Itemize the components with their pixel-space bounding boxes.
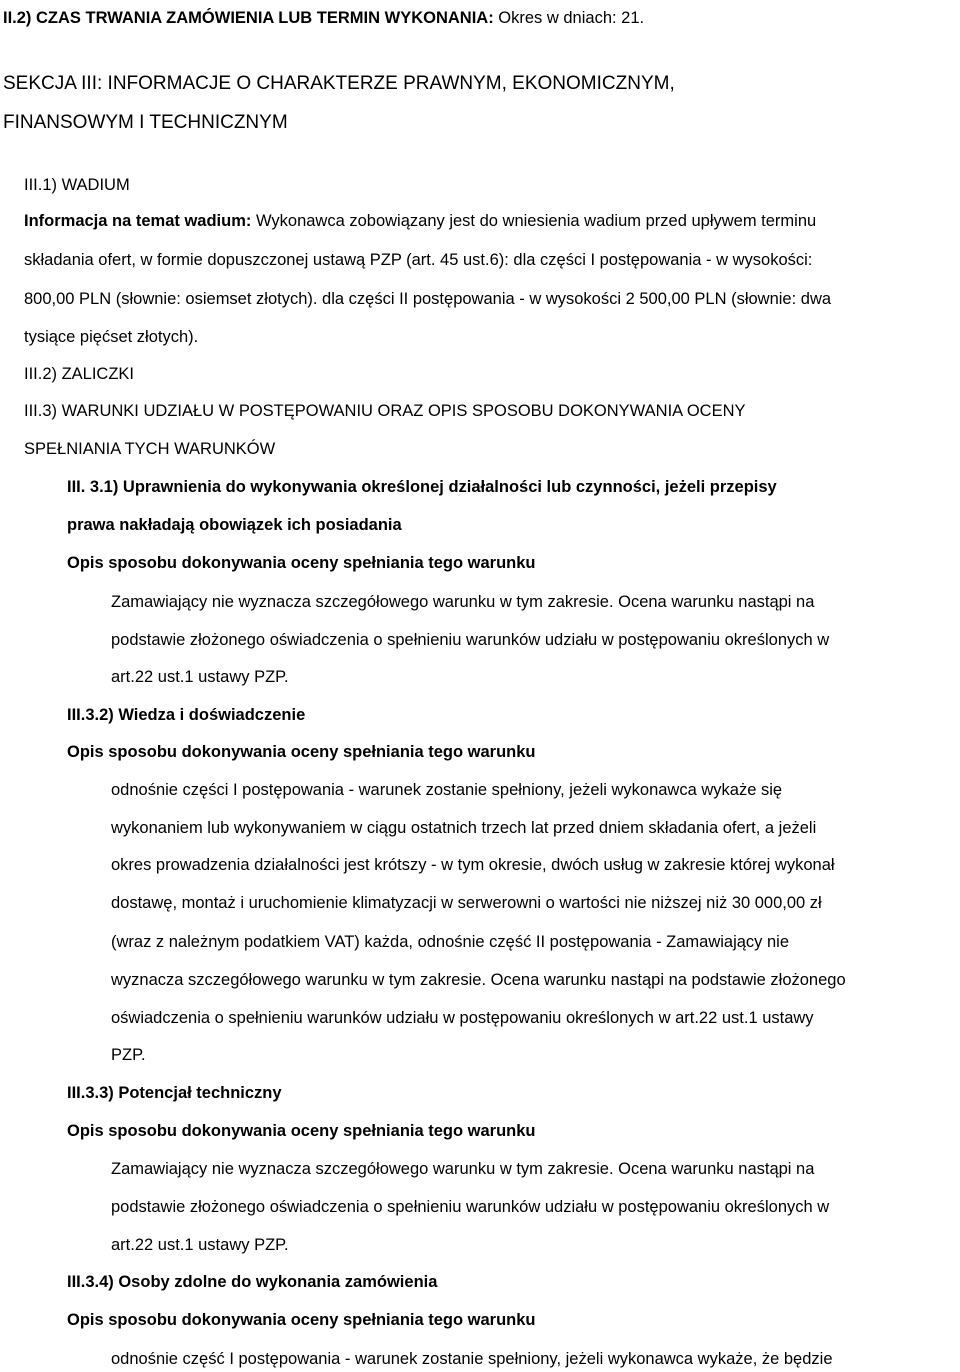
- section-2-2-value: Okres w dniach: 21.: [493, 9, 645, 27]
- section-3-3-2-heading: III.3.2) Wiedza i doświadczenie: [67, 706, 306, 724]
- section-3-3-1-line-3: art.22 ust.1 ustawy PZP.: [111, 668, 289, 686]
- section-3-3-1-opis: Opis sposobu dokonywania oceny spełniania tego warunku: [67, 554, 536, 572]
- section-3-3-2-line-3: okres prowadzenia działalności jest krótszy - w tym okresie, dwóch usług w zakresie której wykonał: [111, 856, 835, 874]
- section-3-3-3-line-3: art.22 ust.1 ustawy PZP.: [111, 1236, 289, 1254]
- section-3-3-1-heading-line-2: prawa nakładają obowiązek ich posiadania: [67, 516, 402, 534]
- section-3-3-3-opis: Opis sposobu dokonywania oceny spełniania tego warunku: [67, 1122, 536, 1140]
- section-3-3-4-heading: III.3.4) Osoby zdolne do wykonania zamówienia: [67, 1273, 438, 1291]
- section-3-3-2-line-8: PZP.: [111, 1046, 146, 1064]
- section-3-3-2-line-1: odnośnie części I postępowania - warunek zostanie spełniony, jeżeli wykonawca wykaże się: [111, 781, 783, 799]
- section-3-3-1-line-2: podstawie złożonego oświadczenia o spełnieniu warunków udziału w postępowaniu określonych w: [111, 631, 830, 649]
- section-3-1-line-2: składania ofert, w formie dopuszczonej ustawą PZP (art. 45 ust.6): dla części I postępowania - w wysokości:: [24, 251, 813, 269]
- section-2-2-line: [3, 8, 644, 28]
- wadium-label: Informacja na temat wadium:: [24, 212, 252, 230]
- section-3-3-4-opis: Opis sposobu dokonywania oceny spełniania tego warunku: [67, 1311, 536, 1329]
- wadium-text: Wykonawca zobowiązany jest do wniesienia wadium przed upływem terminu: [251, 212, 817, 230]
- section-3-3-1-heading-line-1: III. 3.1) Uprawnienia do wykonywania określonej działalności lub czynności, jeżeli przepisy: [67, 478, 777, 496]
- section-3-3-heading-line-1: III.3) WARUNKI UDZIAŁU W POSTĘPOWANIU ORAZ OPIS SPOSOBU DOKONYWANIA OCENY: [24, 402, 746, 420]
- section-3-3-2-line-7: oświadczenia o spełnieniu warunków udziału w postępowaniu określonych w art.22 ust.1 ustawy: [111, 1009, 814, 1027]
- section-3-3-1-line-1: Zamawiający nie wyznacza szczegółowego warunku w tym zakresie. Ocena warunku nastąpi na: [111, 593, 815, 611]
- section-3-3-2-line-2: wykonaniem lub wykonywaniem w ciągu ostatnich trzech lat przed dniem składania ofert, a jeżeli: [111, 819, 817, 837]
- section-3-3-2-opis: Opis sposobu dokonywania oceny spełniania tego warunku: [67, 743, 536, 761]
- section-3-3-2-line-5: (wraz z należnym podatkiem VAT) każda, odnośnie część II postępowania - Zamawiający nie: [111, 933, 790, 951]
- section-3-title-line-2: FINANSOWYM I TECHNICZNYM: [3, 112, 288, 133]
- section-3-3-2-line-6: wyznacza szczegółowego warunku w tym zakresie. Ocena warunku nastąpi na podstawie złożonego: [111, 971, 846, 989]
- section-3-3-4-line-1: odnośnie część I postępowania - warunek zostanie spełniony, jeżeli wykonawca wykaże, że będzie: [111, 1350, 833, 1368]
- section-3-1-line-3: 800,00 PLN (słownie: osiemset złotych). dla części II postępowania - w wysokości 2 500,00 PLN (słownie: dwa: [24, 290, 832, 308]
- section-3-3-3-line-2: podstawie złożonego oświadczenia o spełnieniu warunków udziału w postępowaniu określonych w: [111, 1198, 830, 1216]
- section-3-3-2-line-4: dostawę, montaż i uruchomienie klimatyzacji w serwerowni o wartości nie niższej niż 30 000,00 zł: [111, 894, 822, 912]
- section-3-1-heading: III.1) WADIUM: [24, 176, 130, 194]
- section-3-3-3-line-1: Zamawiający nie wyznacza szczegółowego warunku w tym zakresie. Ocena warunku nastąpi na: [111, 1160, 815, 1178]
- section-3-3-3-heading: III.3.3) Potencjał techniczny: [67, 1084, 282, 1102]
- section-3-title-line-1: SEKCJA III: INFORMACJE O CHARAKTERZE PRAWNYM, EKONOMICZNYM,: [3, 73, 675, 94]
- section-3-2-heading: III.2) ZALICZKI: [24, 365, 135, 383]
- section-2-2-label: II.2) CZAS TRWANIA ZAMÓWIENIA LUB TERMIN WYKONANIA:: [3, 9, 494, 27]
- section-3-3-heading-line-2: SPEŁNIANIA TYCH WARUNKÓW: [24, 440, 276, 458]
- section-3-1-line-1: [24, 211, 816, 231]
- section-3-1-line-4: tysiące pięćset złotych).: [24, 328, 199, 346]
